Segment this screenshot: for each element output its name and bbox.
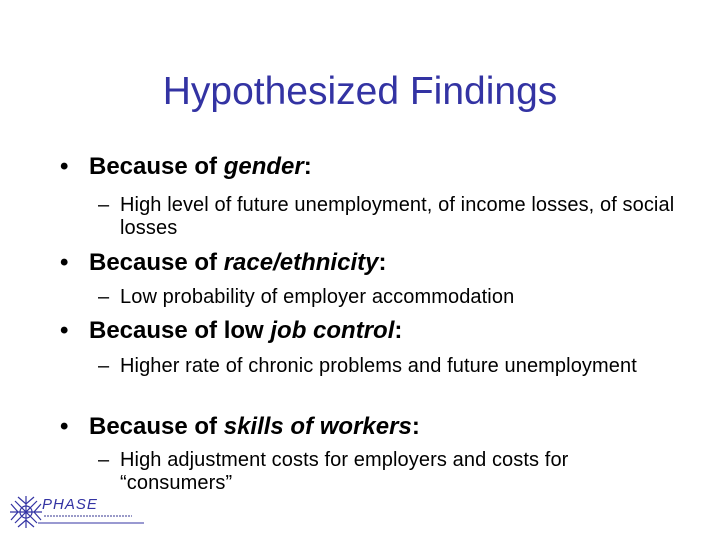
bullet-prefix: Because of low <box>89 317 271 344</box>
phase-logo <box>8 494 148 530</box>
sub-bullet-text: High adjustment costs for employers and costs for “consumers” <box>120 449 569 494</box>
bullet-dot: • <box>60 153 69 180</box>
bullet-dot: • <box>60 317 69 344</box>
bullet-text <box>89 317 402 345</box>
bullet-text <box>89 249 386 277</box>
sub-bullet-text: Low probability of employer accommodation <box>120 286 515 308</box>
phase-wordmark: PHASE <box>42 496 98 513</box>
sub-bullet-text: High level of future unemployment, of income losses, of social losses <box>120 194 675 239</box>
bullet-suffix: : <box>411 413 420 440</box>
sub-bullet-dash: – <box>98 449 110 471</box>
bullet-text <box>89 153 312 181</box>
sub-bullet-dash: – <box>98 194 110 216</box>
bullet-prefix: Because of <box>89 413 224 440</box>
bullet-suffix: : <box>378 249 387 276</box>
bullet-prefix: Because of <box>89 153 224 180</box>
bullet-dot: • <box>60 249 69 276</box>
sub-bullet-dash: – <box>98 355 110 377</box>
bullet-prefix: Because of <box>89 249 224 276</box>
bullet-text <box>89 413 420 441</box>
slide-title: Hypothesized Findings <box>162 70 558 113</box>
bullet-emphasis: job control <box>270 317 395 344</box>
bullet-emphasis: gender <box>223 153 304 180</box>
sub-bullet-dash: – <box>98 286 110 308</box>
bullet-suffix: : <box>303 153 312 180</box>
bullet-dot: • <box>60 413 69 440</box>
bullet-suffix: : <box>394 317 403 344</box>
sub-bullet-text: Higher rate of chronic problems and future unemployment <box>120 355 637 377</box>
bullet-emphasis: race/ethnicity <box>223 249 379 276</box>
bullet-emphasis: skills of workers <box>223 413 412 440</box>
